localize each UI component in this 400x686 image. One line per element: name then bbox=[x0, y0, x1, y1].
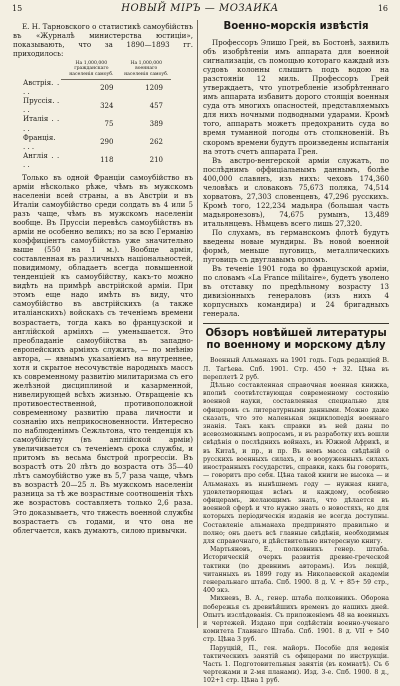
table-header-military: На 1,000,000 военнаго населенія самоуб. bbox=[121, 61, 171, 79]
value-military-cell: 389 bbox=[149, 120, 163, 128]
bibliography-entry: Военный Альманахъ на 1901 годъ. Годъ редакціей В. Л. Тагѣева. Спб. 1901. Стр. 450 + 32. Цѣна въ переплетѣ 2 руб. bbox=[203, 357, 389, 381]
table-row bbox=[21, 79, 171, 97]
country-cell: Англія . . . . bbox=[23, 151, 60, 169]
suicide-stats-table bbox=[21, 61, 171, 170]
value-military-cell: 210 bbox=[149, 156, 163, 165]
news-item: Въ теченіе 1901 года во французской арміи, по словамъ «La France militaire», будетъ уволено въ отставку по предѣльному возрасту 13 дивизіонныхъ генераловъ (изъ нихъ 4 корпусныхъ командира) и 24 бригадныхъ генерала. bbox=[203, 264, 389, 319]
running-header bbox=[0, 0, 400, 18]
table-row bbox=[21, 115, 171, 133]
column-divider bbox=[197, 20, 198, 628]
value-civil-cell: 324 bbox=[100, 101, 114, 110]
body-paragraph: Только въ одной Франціи самоубійство въ арміи нѣсколько рѣже, чѣмъ въ мужскомъ населеніи всей страны, а въ Австріи и въ Италіи самоубійство среди солдать въ 4 или 5 разъ чаще, чѣмъ въ мужскомъ населеніи вообще. Въ Пруссіи перевѣсъ самоубійствъ въ арміи не особенно великъ; но за всю Германію коэффиціентъ самоубійствъ уже значительно выше (550 на 1 м.). Вообще армія, составленная въ различныхъ національностей, повидимому, обладаетъ всегда повышенной тенденціей къ самоубійству, какъ-то можно видѣть на примѣрѣ австрійской арміи. При этомъ еще надо имѣть въ виду, что самоубійство въ австрійскихъ (а также италіанскихъ) войскахъ съ теченіемъ времени возрастаетъ, тогда какъ во французской и англійской арміяхъ — уменьшается. Это преобладаніе самоубійства въ западно-европейскихъ арміяхъ служить, — по мнѣнію автора, — явнымъ указаніемъ на внутреннее, хотя и скрытое несочувствіе народныхъ массъ къ современному развитію милитаризма съ его желѣзной дисциплиной и казарменной, нивелирующей всѣхъ жизнью. Отвращеніе къ противоестественной, противоположной современному развитію права личности и сознанію ихъ неприкосновенности. Интересно по наблюденіямъ Сежльтона, что тенденція къ самоубійству (въ англійской арміи) увеличивается съ теченіемъ срока службы, и притомъ въ весьма быстрой прогрессіи. Въ возрастѣ отъ 20 лѣтъ до возраста отъ 35—40 лѣтъ самоубійство уже въ 5,7 раза чаще, чѣмъ въ возрастѣ 20—25 л. Въ мужскомъ населеніи разница за тѣ же возрастные соотношенія тѣхъ же возрастовъ составляетъ только 2,6 раза. Это доказываетъ, что тяжесть военной службы возрастаетъ съ годами, и что она не облегчается, какъ думаютъ, силою привычки. bbox=[13, 172, 193, 535]
bibliography-entry: Михневъ, В. А., генер. штаба полковникъ. Оборона побережья съ древнѣйшихъ временъ до нашихъ дней. Опытъ изслѣдованія. Съ приложеніемъ 48 на военныхъ и чертежей. Издано при содѣйствіи военно-ученаго комитета Главнаго Штаба. Спб. 1901. 8 д. VII + 540 стр. Цѣна 3 руб. bbox=[203, 595, 389, 644]
right-column bbox=[203, 18, 389, 686]
table-row bbox=[21, 134, 171, 152]
value-civil-cell: 75 bbox=[104, 120, 114, 128]
page-number-right: 16 bbox=[377, 4, 388, 13]
running-title: НОВЫЙ МІРЪ — МОЗАИКА bbox=[121, 3, 279, 14]
bibliography bbox=[203, 357, 389, 685]
value-military-cell: 1209 bbox=[145, 84, 163, 93]
news-item: По слухамъ, въ германскомъ флотѣ будутъ введены новые мундиры. Въ новой военной формѣ, меньше пуговицъ, металлическихъ пуговицъ съ двуглавымъ орломъ. bbox=[203, 227, 389, 265]
table-row bbox=[21, 97, 171, 115]
country-cell: Австрія. . . . bbox=[23, 79, 60, 97]
table-header-civil: На 1,000,000 гражданскаго населенія самоуб. bbox=[61, 61, 121, 79]
country-cell: Италія . . . . bbox=[23, 115, 60, 133]
country-cell: Пруссія. . . . bbox=[23, 97, 60, 115]
page-number-left: 15 bbox=[12, 4, 23, 13]
value-military-cell: 457 bbox=[149, 101, 163, 110]
news-item: Въ австро-венгерской арміи служатъ, по послѣднимъ оффиціальнымъ даннымъ, болѣе 400,000 славянъ, изъ нихъ: чеховъ 174,360 человѣкъ и словаковъ 75,673 поляка, 74,514 хорватовъ, 27,303 словенцевъ, 47,296 русскихъ. Кромѣ того, 122,234 мадьяра (большая часть мадьяронезовъ), 74,675 румынъ, 13,489 итальянцевъ. Нѣмцевъ всего лишь 27,320. bbox=[203, 155, 389, 228]
value-civil-cell: 118 bbox=[100, 156, 114, 165]
review-paragraph: Дѣльно составленная справочная военная книжка, вполнѣ соотвѣтствующая современному состоянію военной науки, составленная специально для офицеровъ съ литературными данными. Можно даже сказать, что это маленькая энциклопедія военнаго знанія. Такъ какъ справки въ ней даны по всевозможнымъ вопросамъ, и въ разработку ихъ вошли свѣдѣнія о послѣднихъ войнахъ, въ Южной Африкѣ, и въ Китаѣ, и пр., и пр. Въ немъ масса свѣдѣній о русскихъ военныхъ силахъ, и о вооруженныхъ силахъ иностранныхъ государствъ, справки, какъ бы говорить, — говоритъ про себя. Цѣна такой книги не высока — и Альманахъ въ нынѣшнемъ году — нужная книга, удовлетворяющая всѣмъ и каждому, особенно офицерамъ, желающимъ знать, что дѣлается въ военной сферѣ и что нужно знать о новостяхъ, но для которыхъ періодическія изданія не всегда доступны. Составленіе альманаха предпринято правильно и полно; онъ даетъ всѣ главные свѣдѣнія, необходимыя для справочнаго, и дѣйствительно интересную книгу. bbox=[203, 382, 389, 545]
bibliography-entry: Мартьяновъ, Е., полковникъ генер. штаба. Историческій очеркъ развитія древне-греческой тактики (по древнимъ авторамъ). Изъ лекцій, читанныхъ въ 1899 году въ Николаевской академіи генеральнаго штаба. Спб. 1900. 8 д. V. + 85+ 59 стр., 400 экз. bbox=[203, 546, 389, 595]
value-civil-cell: 290 bbox=[100, 138, 114, 147]
section-heading-military-news: Военно-морскія извѣстія bbox=[223, 21, 369, 32]
bibliography-entry: Паруцкій, П., ген. майоръ. Пособіе для веденія тактическихъ занятій съ офицерами по инструкціи. Часть 1. Подготовительныя занятія (въ комнатѣ). Съ 6 чертежами и 2-мя планами). Изд. 3-е. Спб. 1900. 8 д., 102+1 стр. Цѣна 1 руб. bbox=[203, 644, 389, 685]
section-divider bbox=[203, 323, 389, 324]
left-column bbox=[13, 18, 193, 535]
country-cell: Франція. . . . bbox=[23, 133, 56, 151]
value-military-cell: 262 bbox=[149, 138, 163, 147]
value-civil-cell: 209 bbox=[100, 84, 114, 93]
table-header-empty bbox=[21, 61, 61, 79]
news-item: Профессоръ Элишо Грей, въ Бостонѣ, заявилъ объ изобрѣтеніи имъ аппарата для военной сигнализаціи, съ помощью котораго каждый изъ судовъ колонны слышитъ подъ водою на разстояніи 12 миль. Профессоръ Грей утверждаетъ, что употребленіе изобрѣтеннаго имъ аппарата избавитъ дорого стоящія военныя суда отъ многихъ опасностей, представляемыхъ для нихъ ночными подводными ударами. Кромѣ того, аппаратъ можетъ предохранить суда во время туманной погоды отъ столкновеній. Въ скоромъ времени будутъ произведены испытанія на этотъ счетъ аппарата Грея. bbox=[203, 38, 389, 156]
table-row bbox=[21, 152, 171, 170]
section-heading-literature-review: Обзоръ новѣйшей литературы по военному и морскому дѣлу bbox=[205, 328, 387, 352]
intro-paragraph: Е. Н. Тарновского о статистикѣ самоубійствъ въ «Журналѣ министерства юстиціи», показывають, что за 1890—1893 гг. приходилось: bbox=[13, 22, 193, 59]
